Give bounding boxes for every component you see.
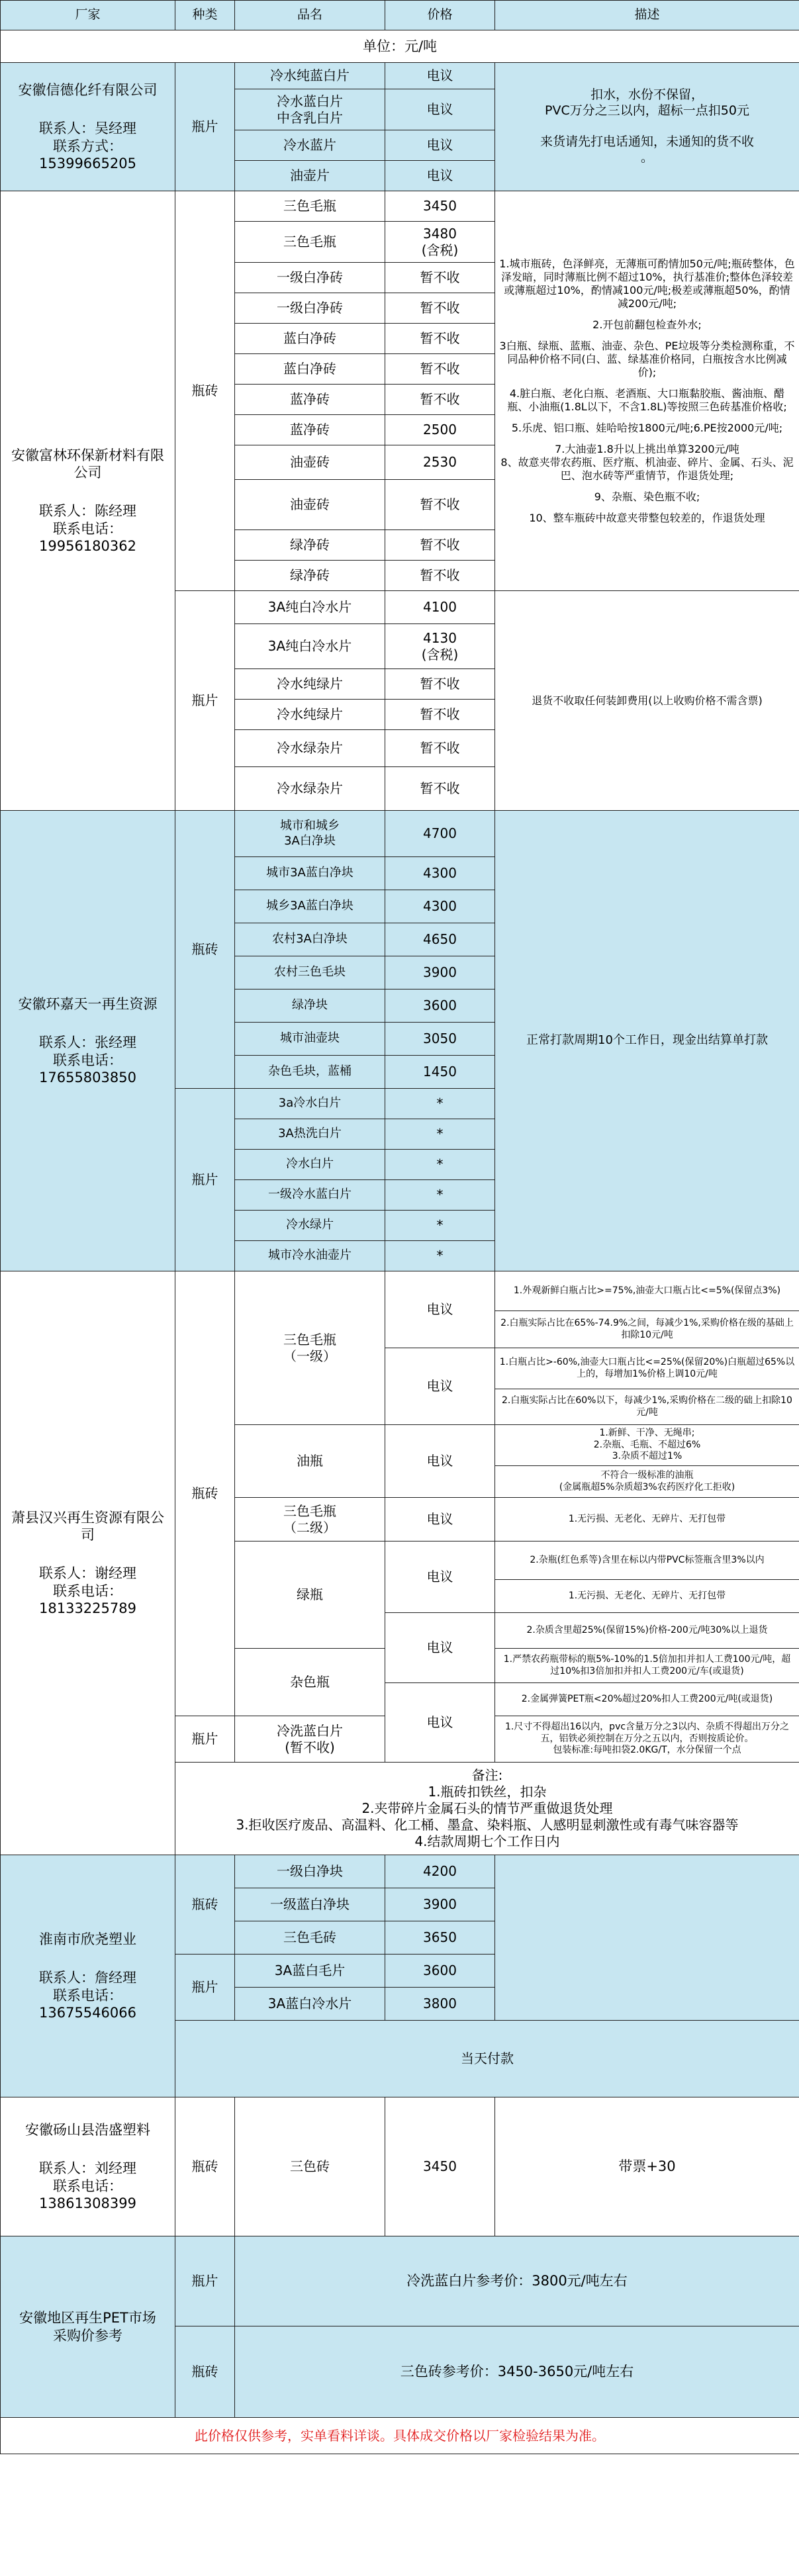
product-name: 蓝白净砖 <box>235 354 385 385</box>
header-category: 种类 <box>175 1 235 30</box>
product-name: 冷水纯绿片 <box>235 669 385 700</box>
category-cell: 瓶砖 <box>175 2326 235 2418</box>
notes-cell <box>175 1763 799 1855</box>
company-name: 萧县汉兴再生资源有限公司 <box>11 1509 164 1543</box>
product-name: 一级白净砖 <box>235 293 385 324</box>
description-cell: 2.白瓶实际占比在65%-74.9%之间，每减少1%,采购价格在级的基础上扣除10元/吨 <box>495 1311 799 1348</box>
product-name: 一级冷水蓝白片 <box>235 1180 385 1211</box>
description-cell: 带票+30 <box>495 2097 799 2236</box>
product-price: 电议 <box>385 1541 495 1613</box>
product-name: 3A蓝白毛片 <box>235 1955 385 1988</box>
product-name: 三色砖 <box>235 2097 385 2236</box>
product-name: 冷水绿杂片 <box>235 767 385 811</box>
company-cell <box>1 1271 175 1855</box>
description-cell: 1.白瓶占比>-60%,油壶大口瓶占比<=25%(保留20%)白瓶超过65%以上的，每增加1%价格上调10元/吨 <box>495 1348 799 1389</box>
reference-price: 冷洗蓝白片参考价：3800元/吨左右 <box>235 2236 799 2326</box>
product-price: 暂不收 <box>385 293 495 324</box>
table-row <box>1 191 799 222</box>
contact-phone: 联系电话：13861308399 <box>39 2178 136 2211</box>
contact-person: 联系人：张经理 <box>39 1035 136 1051</box>
product-name: 蓝净砖 <box>235 385 385 415</box>
product-price: 3450 <box>385 191 495 222</box>
product-price: 4200 <box>385 1855 495 1888</box>
description-line: 2.开包前翻包检查外水; <box>592 318 702 331</box>
product-name: 3a冷水白片 <box>235 1089 385 1119</box>
payment-terms: 当天付款 <box>175 2021 799 2097</box>
description-cell <box>495 191 799 591</box>
description-cell: 1.新鲜、干净、无绳串; 2.杂瓶、毛瓶、不超过6% 3.杂质不超过1% <box>495 1425 799 1466</box>
table-row <box>1 1855 799 1888</box>
product-price: * <box>385 1089 495 1119</box>
description-cell: 1.严禁农药瓶带标的瓶5%-10%的1.5倍加扣并扣人工费100元/吨，超过10%扣3倍加扣并扣人工费200元/车(或退货) <box>495 1649 799 1683</box>
company-name: 淮南市欣尧塑业 <box>39 1931 136 1947</box>
product-price: 4130 (含税) <box>385 624 495 669</box>
category-cell: 瓶片 <box>175 63 235 191</box>
product-price: * <box>385 1119 495 1150</box>
company-cell <box>1 191 175 811</box>
product-name: 绿净砖 <box>235 530 385 561</box>
contact-person: 联系人：刘经理 <box>39 2160 136 2177</box>
product-price: 电议 <box>385 1425 495 1498</box>
product-name: 城乡3A蓝白净块 <box>235 890 385 923</box>
product-price: 4700 <box>385 811 495 857</box>
description-cell: 1.无污损、无老化、无碎片、无打包带 <box>495 1498 799 1541</box>
product-name: 一级白净砖 <box>235 263 385 293</box>
category-cell: 瓶片 <box>175 591 235 811</box>
note-line: 4.结款周期七个工作日内 <box>414 1833 560 1849</box>
header-price: 价格 <box>385 1 495 30</box>
description-cell: 1.外观新鲜白瓶占比>=75%,油壶大口瓶占比<=5%(保留点3%) <box>495 1271 799 1311</box>
note-line: 1.瓶砖扣铁丝，扣杂 <box>428 1784 547 1800</box>
product-name: 一级蓝白净块 <box>235 1888 385 1921</box>
table-row <box>1 811 799 857</box>
product-name: 3A热洗白片 <box>235 1119 385 1150</box>
unit-label: 单位：元/吨 <box>1 30 799 63</box>
product-name: 3A蓝白冷水片 <box>235 1988 385 2021</box>
category-cell: 瓶片 <box>175 2236 235 2326</box>
description-line: 3白瓶、绿瓶、蓝瓶、油壶、杂色、PE垃圾等分类检测称重，不同品种价格不同(白、蓝、绿基准价格同，白瓶按含水比例减价); <box>499 339 795 379</box>
product-name: 油瓶 <box>235 1425 385 1498</box>
product-name: 蓝净砖 <box>235 415 385 445</box>
description-cell: 正常打款周期10个工作日，现金出结算单打款 <box>495 811 799 1271</box>
unit-row <box>1 30 799 63</box>
product-name: 绿净砖 <box>235 561 385 591</box>
product-price: 电议 <box>385 1613 495 1683</box>
category-cell: 瓶片 <box>175 1716 235 1763</box>
company-cell <box>1 2097 175 2236</box>
category-cell: 瓶砖 <box>175 1271 235 1716</box>
product-price: * <box>385 1241 495 1271</box>
contact-person: 联系人：谢经理 <box>39 1565 136 1582</box>
product-name: 城市和城乡 3A白净块 <box>235 811 385 857</box>
description-line: 1.城市瓶砖，色泽鲜亮，无薄瓶可酌情加50元/吨;瓶砖整体，色泽发暗，同时薄瓶比例不超过10%，执行基准价;整体色泽较差或薄瓶超过10%，酌情减100元/吨;极差或薄瓶超50%，酌情减200元/吨; <box>499 257 795 310</box>
product-name: 杂色毛块，蓝桶 <box>235 1056 385 1089</box>
product-name: 三色毛瓶 <box>235 191 385 222</box>
product-price: 暂不收 <box>385 263 495 293</box>
product-name: 三色毛瓶 （二级） <box>235 1498 385 1541</box>
product-price: 3900 <box>385 1888 495 1921</box>
contact-phone: 联系电话：19956180362 <box>39 520 136 554</box>
description-line: 7.大油壶1.8升以上挑出单算3200元/吨 <box>555 442 739 455</box>
table-row <box>1 2236 799 2326</box>
product-name: 冷洗蓝白片 (暂不收) <box>235 1716 385 1763</box>
category-cell: 瓶砖 <box>175 2097 235 2236</box>
company-name: 安徽地区再生PET市场 采购价参考 <box>1 2236 175 2418</box>
description-cell: 1.尺寸不得超出16以内，pvc含量万分之3以内、杂质不得超出万分之五，铝铁必须控制在万分之五以内，否则按质论价。 包装标准:每吨扣袋2.0KG/T，水分保留一个点 <box>495 1716 799 1763</box>
product-price: * <box>385 1180 495 1211</box>
description-cell: 1.无污损、无老化、无碎片、无打包带 <box>495 1580 799 1613</box>
product-name: 冷水白片 <box>235 1150 385 1180</box>
product-name: 蓝白净砖 <box>235 324 385 354</box>
product-price: 2500 <box>385 415 495 445</box>
product-price: 电议 <box>385 1348 495 1425</box>
contact-person: 联系人：詹经理 <box>39 1970 136 1986</box>
company-cell <box>1 1855 175 2097</box>
description-line: 5.乐虎、铝口瓶、娃哈哈按1800元/吨;6.PE按2000元/吨; <box>511 421 783 434</box>
product-price: 4300 <box>385 857 495 890</box>
contact-person: 联系人：陈经理 <box>39 503 136 520</box>
product-price: 3800 <box>385 1988 495 2021</box>
category-cell: 瓶片 <box>175 1089 235 1271</box>
product-price: 暂不收 <box>385 530 495 561</box>
product-name: 油壶砖 <box>235 480 385 530</box>
product-price: 暂不收 <box>385 767 495 811</box>
description-cell: 2.杂质含里超25%(保留15%)价格-200元/吨30%以上退货 <box>495 1613 799 1649</box>
product-price: 3600 <box>385 1955 495 1988</box>
product-price: 暂不收 <box>385 354 495 385</box>
category-cell: 瓶砖 <box>175 811 235 1089</box>
product-name: 三色毛瓶 <box>235 222 385 263</box>
product-name: 绿净块 <box>235 989 385 1023</box>
header-row <box>1 1 799 30</box>
category-cell: 瓶砖 <box>175 1855 235 1955</box>
header-product: 品名 <box>235 1 385 30</box>
description-cell: 2.白瓶实际占比在60%以下，每减少1%,采购价格在二级的础上扣除10元/吨 <box>495 1389 799 1425</box>
product-price: 电议 <box>385 1271 495 1348</box>
product-price: 1450 <box>385 1056 495 1089</box>
description-line: 9、杂瓶、染色瓶不收; <box>594 490 700 503</box>
product-price: 电议 <box>385 1498 495 1541</box>
footer-row <box>1 2418 799 2454</box>
product-price: 3650 <box>385 1921 495 1955</box>
reference-price: 三色砖参考价：3450-3650元/吨左右 <box>235 2326 799 2418</box>
product-name: 冷水纯绿片 <box>235 700 385 730</box>
description-line: 4.脏白瓶、老化白瓶、老酒瓶、大口瓶黏胶瓶、酱油瓶、醋瓶、小油瓶(1.8L以下，不含1.8L)等按照三色砖基准价格收; <box>507 387 787 413</box>
company-name: 安徽砀山县浩盛塑料 <box>25 2122 150 2138</box>
company-name: 安徽环嘉天一再生资源 <box>18 996 158 1012</box>
company-cell <box>1 811 175 1271</box>
contact-phone: 联系电话：13675546066 <box>39 1987 136 2021</box>
description-line: 8、故意夹带农药瓶、医疗瓶、机油壶、碎片、金属、石头、泥巴、泡水砖等严重情节，作退货处理; <box>500 455 794 482</box>
table-row <box>1 63 799 89</box>
description-cell: 2.杂瓶(红色系等)含里在标以内带PVC标签瓶含里3%以内 <box>495 1541 799 1580</box>
contact-phone: 联系电话：18133225789 <box>39 1583 136 1616</box>
product-name: 绿瓶 <box>235 1541 385 1649</box>
description-cell: 不符合一级标准的油瓶 (金属瓶超5%杂质超3%农药医疗化工拒收) <box>495 1466 799 1498</box>
product-price: 电议 <box>385 130 495 161</box>
product-price: 4300 <box>385 890 495 923</box>
product-price: 暂不收 <box>385 324 495 354</box>
product-price: 暂不收 <box>385 385 495 415</box>
product-price: 2530 <box>385 445 495 480</box>
description-cell: 2.金属弹簧PET瓶<20%超过20%扣人工费200元/吨(或退货) <box>495 1683 799 1716</box>
product-name: 冷水纯蓝白片 <box>235 63 385 89</box>
product-price: 暂不收 <box>385 669 495 700</box>
table-row <box>1 1271 799 1311</box>
product-name: 冷水蓝片 <box>235 130 385 161</box>
product-price: 电议 <box>385 161 495 191</box>
product-price: 暂不收 <box>385 480 495 530</box>
category-cell: 瓶片 <box>175 1955 235 2021</box>
description-cell <box>495 1855 799 2021</box>
product-name: 杂色瓶 <box>235 1649 385 1716</box>
product-price: 电议 <box>385 63 495 89</box>
product-name: 农村三色毛块 <box>235 956 385 989</box>
product-price: 暂不收 <box>385 700 495 730</box>
product-name: 三色毛砖 <box>235 1921 385 1955</box>
company-cell <box>1 63 175 191</box>
product-name: 城市油壶块 <box>235 1023 385 1056</box>
product-price: 4650 <box>385 923 495 956</box>
company-name: 安徽信德化纤有限公司 <box>18 82 158 98</box>
description-cell: 退货不收取任何装卸费用(以上收购价格不需含票) <box>495 591 799 811</box>
product-price: 4100 <box>385 591 495 624</box>
product-name: 3A纯白冷水片 <box>235 591 385 624</box>
header-factory: 厂家 <box>1 1 175 30</box>
table-row <box>1 2097 799 2236</box>
header-description: 描述 <box>495 1 799 30</box>
note-line: 2.夹带碎片金属石头的情节严重做退货处理 <box>361 1800 613 1816</box>
product-price: * <box>385 1211 495 1241</box>
contact-person: 联系人：吴经理 <box>39 120 136 137</box>
note-line: 3.拒收医疗废品、高温料、化工桶、墨盒、染料瓶、人感明显刺激性或有毒气味容器等 <box>236 1817 739 1833</box>
description-line: 10、整车瓶砖中故意夹带整包较差的，作退货处理 <box>529 511 765 524</box>
description-cell: 扣水，水份不保留， PVC万分之三以内，超标一点扣50元 来货请先打电话通知，未通知的货不收 。 <box>495 63 799 191</box>
product-price: * <box>385 1150 495 1180</box>
product-name: 3A纯白冷水片 <box>235 624 385 669</box>
product-price: 电议 <box>385 89 495 130</box>
product-name: 一级白净块 <box>235 1855 385 1888</box>
product-price: 3600 <box>385 989 495 1023</box>
note-line: 备注: <box>471 1767 503 1783</box>
product-name: 城市冷水油壶片 <box>235 1241 385 1271</box>
product-name: 冷水绿片 <box>235 1211 385 1241</box>
product-price: 3900 <box>385 956 495 989</box>
product-price: 3450 <box>385 2097 495 2236</box>
contact-phone: 联系方式：15399665205 <box>39 138 136 171</box>
product-price: 暂不收 <box>385 730 495 767</box>
contact-phone: 联系电话：17655803850 <box>39 1052 136 1085</box>
product-name: 油壶砖 <box>235 445 385 480</box>
product-name: 冷水绿杂片 <box>235 730 385 767</box>
product-name: 三色毛瓶 （一级） <box>235 1271 385 1425</box>
product-price: 暂不收 <box>385 561 495 591</box>
product-name: 油壶片 <box>235 161 385 191</box>
product-price: 3480 (含税) <box>385 222 495 263</box>
product-price: 电议 <box>385 1683 495 1763</box>
product-name: 冷水蓝白片 中含乳白片 <box>235 89 385 130</box>
product-name: 城市3A蓝白净块 <box>235 857 385 890</box>
category-cell: 瓶砖 <box>175 191 235 591</box>
product-price: 3050 <box>385 1023 495 1056</box>
product-name: 农村3A白净块 <box>235 923 385 956</box>
company-name: 安徽富林环保新材料有限公司 <box>11 447 164 481</box>
footer-disclaimer: 此价格仅供参考，实单看料详谈。具体成交价格以厂家检验结果为准。 <box>1 2418 799 2454</box>
